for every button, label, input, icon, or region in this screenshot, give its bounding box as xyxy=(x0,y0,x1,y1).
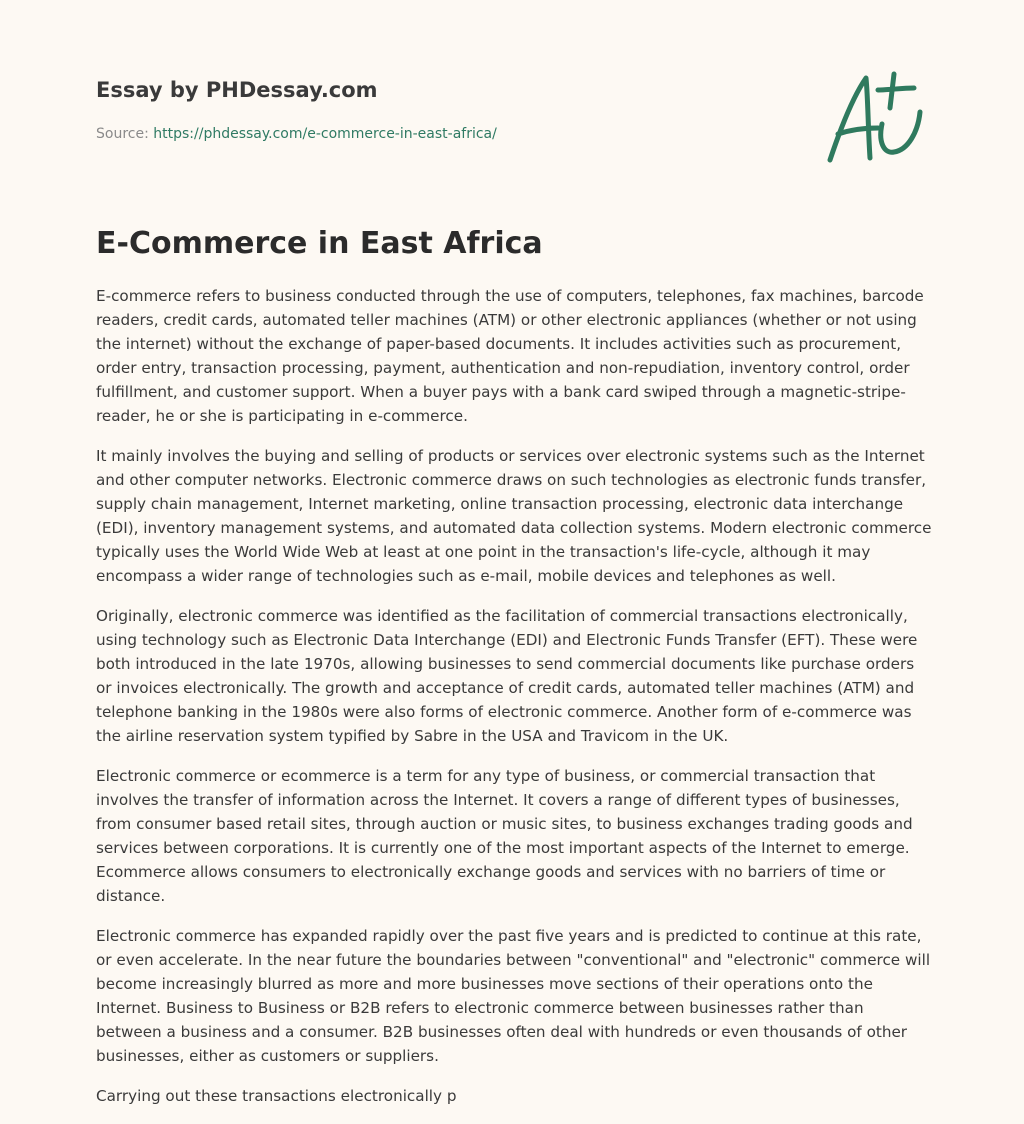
page-header xyxy=(96,74,928,142)
a-plus-logo-icon xyxy=(822,68,932,168)
source-label: Source: xyxy=(96,126,154,142)
source-line xyxy=(96,124,497,144)
essay-paragraph: Electronic commerce has expanded rapidly over the past five years and is predicted to continue at this rate, or even accelerate. In the near future the boundaries between "conventional" and "electronic" commerce will become increasingly blurred as more and more businesses move sections of their operations onto the Internet. Business to Business or B2B refers to electronic commerce between businesses rather than between a business and a consumer. B2B businesses often deal with hundreds or even thousands of other businesses, either as customers or suppliers. xyxy=(96,927,931,1065)
source-link[interactable]: https://phdessay.com/e-commerce-in-east-africa/ xyxy=(153,126,497,142)
essay-body xyxy=(96,284,932,1124)
brand-title: Essay by PHDessay.com xyxy=(96,78,378,102)
essay-paragraph: Originally, electronic commerce was identified as the facilitation of commercial transactions electronically, using technology such as Electronic Data Interchange (EDI) and Electronic Funds Transfer (EFT). These were both introduced in the late 1970s, allowing businesses to send commercial documents like purchase orders or invoices electronically. The growth and acceptance of credit cards, automated teller machines (ATM) and telephone banking in the 1980s were also forms of electronic commerce. Another form of e-commerce was the airline reservation system typified by Sabre in the USA and Travicom in the UK. xyxy=(96,607,918,745)
essay-paragraph: It mainly involves the buying and selling of products or services over electronic systems such as the Internet and other computer networks. Electronic commerce draws on such technologies as electronic funds transfer, supply chain management, Internet marketing, online transaction processing, electronic data interchange (EDI), inventory management systems, and automated data collection systems. Modern electronic commerce typically uses the World Wide Web at least at one point in the transaction's life-cycle, although it may encompass a wider range of technologies such as e-mail, mobile devices and telephones as well. xyxy=(96,447,932,585)
essay-title: E-Commerce in East Africa xyxy=(96,226,543,261)
essay-paragraph: E-commerce refers to business conducted through the use of computers, telephones, fax machines, barcode readers, credit cards, automated teller machines (ATM) or other electronic appliances (whether or not using the internet) without the exchange of paper-based documents. It includes activities such as procurement, order entry, transaction processing, payment, authentication and non-repudiation, inventory control, order fulfillment, and customer support. When a buyer pays with a bank card swiped through a magnetic-stripe-reader, he or she is participating in e-commerce. xyxy=(96,287,924,425)
essay-paragraph: Electronic commerce or ecommerce is a term for any type of business, or commercial transaction that involves the transfer of information across the Internet. It covers a range of different types of businesses, from consumer based retail sites, through auction or music sites, to business exchanges trading goods and services between corporations. It is currently one of the most important aspects of the Internet to emerge. Ecommerce allows consumers to electronically exchange goods and services with no barriers of time or distance. xyxy=(96,767,913,905)
logo-strokes xyxy=(830,74,920,160)
essay-paragraph-truncated: Carrying out these transactions electronically p xyxy=(96,1087,457,1105)
